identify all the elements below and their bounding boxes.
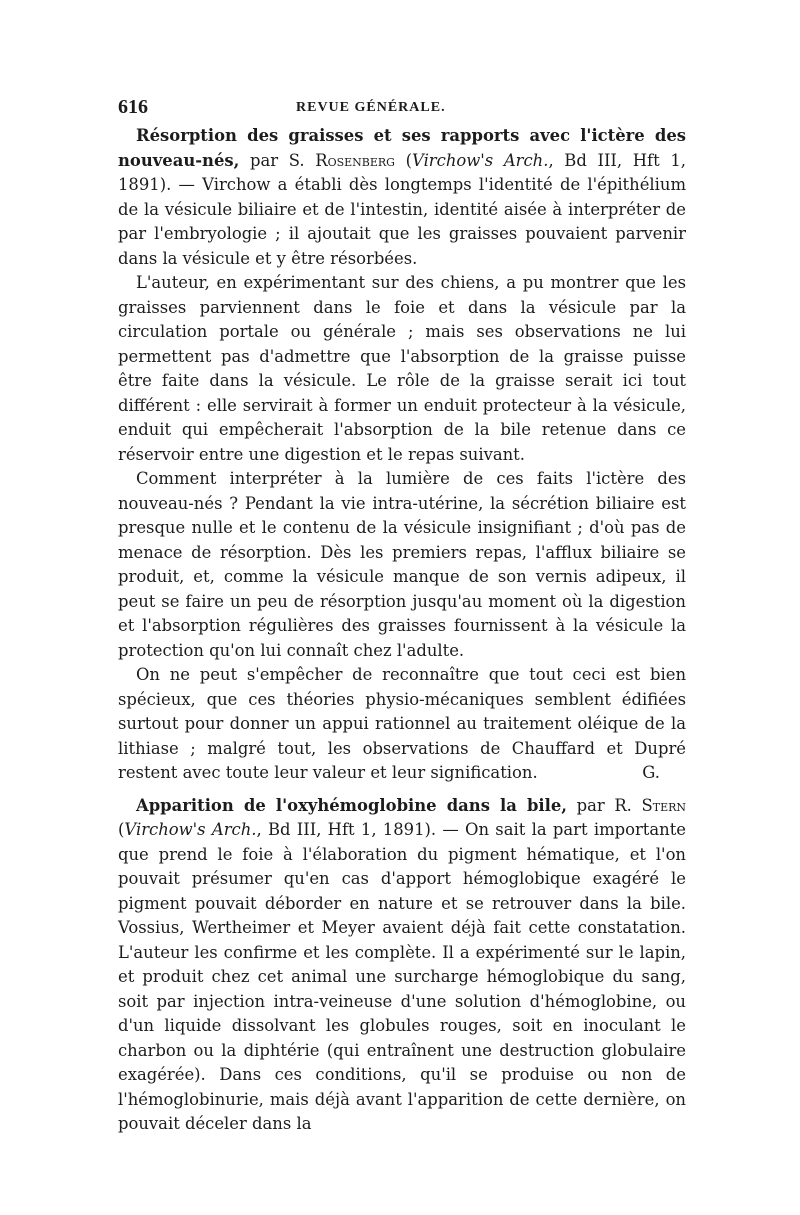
article-1-paragraph-4-text: On ne peut s'empêcher de reconnaître que tout ceci est bien spécieux, que ces théories physio-mécaniques semblent édifiées surtout pour donner un appui rationnel au traitement oléique de la lithiase ; malgré tout, les observations de Chauffard et Dupré restent avec toute leur valeur et leur signification.: [118, 665, 686, 782]
article-1-author: Rosenberg: [315, 150, 395, 170]
page-number: 616: [118, 96, 148, 118]
article-1-signature: G.: [642, 763, 660, 782]
article-2-ref-rest: , Bd III, Hft 1, 1891). — On sait la part importante que prend le foie à l'élaboration du pigment hématique, et l'on pouvait présumer qu'en cas d'apport hémoglobique exagéré le pigment pouvait déborder en nature et se retrouver dans la bile. Vossius, Wertheimer et Meyer avaient déjà fait cette constatation. L'auteur les confirme et les complète. Il a expérimenté sur le lapin, et produit chez cet animal une surcharge hémoglobique du sang, soit par injection intra-veineuse d'une solution d'hémoglobine, ou d'un liquide dissolvant les globules rouges, soit en inoculant le charbon ou la diphtérie (qui entraînent une destruction globulaire exagérée). Dans ces conditions, qu'il se produise ou non de l'hémoglobinurie, mais déjà avant l'apparition de cette dernière, on pouvait déceler dans la: [118, 820, 687, 1133]
article-1-title: Résorption des graisses et ses rapports avec l'ictère des nouveau-nés,: [118, 126, 686, 170]
article-1-paragraph-3: Comment interpréter à la lumière de ces faits l'ictère des nouveau-nés ? Pendant la vie intra-utérine, la sécrétion biliaire est presque nulle et le contenu de la vésicule insignifiant ; d'où pas de menace de résorption. Dès les premiers repas, l'afflux biliaire se produit, et, comme la vésicule manque de son vernis adipeux, il peut se faire un peu de résorption jusqu'au moment où la digestion et l'absorption régulières des graisses fournissent à la vésicule la protection qu'on lui connaît chez l'adulte.: [118, 469, 686, 660]
article-1-ref-rest: , Bd III, Hft 1, 1891). — Virchow a établi dès longtemps l'identité de l'épithélium de la vésicule biliaire et de l'intestin, identité aisée à interpréter de par l'embryologie ; il ajoutait que les graisses pouvaient parvenir dans la vésicule et y être résorbées.: [118, 150, 686, 268]
document-page: [118, 96, 686, 1137]
article-stern: [118, 794, 686, 1137]
article-1-paragraph-1: [118, 124, 686, 271]
running-head: REVUE GÉNÉRALE.: [296, 100, 446, 115]
article-1-by: par S.: [239, 150, 316, 170]
article-2-author: Stern: [641, 795, 687, 815]
article-2-ref-open: (: [118, 820, 125, 839]
article-2-title: Apparition de l'oxyhémoglobine dans la bile,: [136, 795, 568, 815]
article-1-paragraph-2: L'auteur, en expérimentant sur des chiens, a pu montrer que les graisses parviennent dans le foie et dans la vésicule par la circulation portale ou générale ; mais ses observations ne lui permettent pas d'admettre que l'absorption de la graisse puisse être faite dans la vésicule. Le rôle de la graisse serait ici tout différent : elle servirait à former un enduit protecteur à la vésicule, enduit qui empêcherait l'absorption de la bile retenue dans ce réservoir entre une digestion et le repas suivant.: [118, 273, 686, 464]
article-2-by: par R.: [567, 795, 642, 815]
article-2-paragraph-1: [118, 794, 686, 1137]
article-2-journal: Virchow's Arch.: [124, 820, 257, 839]
article-1-paragraph-4: [118, 663, 686, 786]
article-rosenberg: [118, 124, 686, 786]
article-1-ref-open: (: [394, 150, 413, 170]
article-1-journal: Virchow's Arch.: [412, 150, 549, 170]
page-header: [118, 96, 686, 122]
